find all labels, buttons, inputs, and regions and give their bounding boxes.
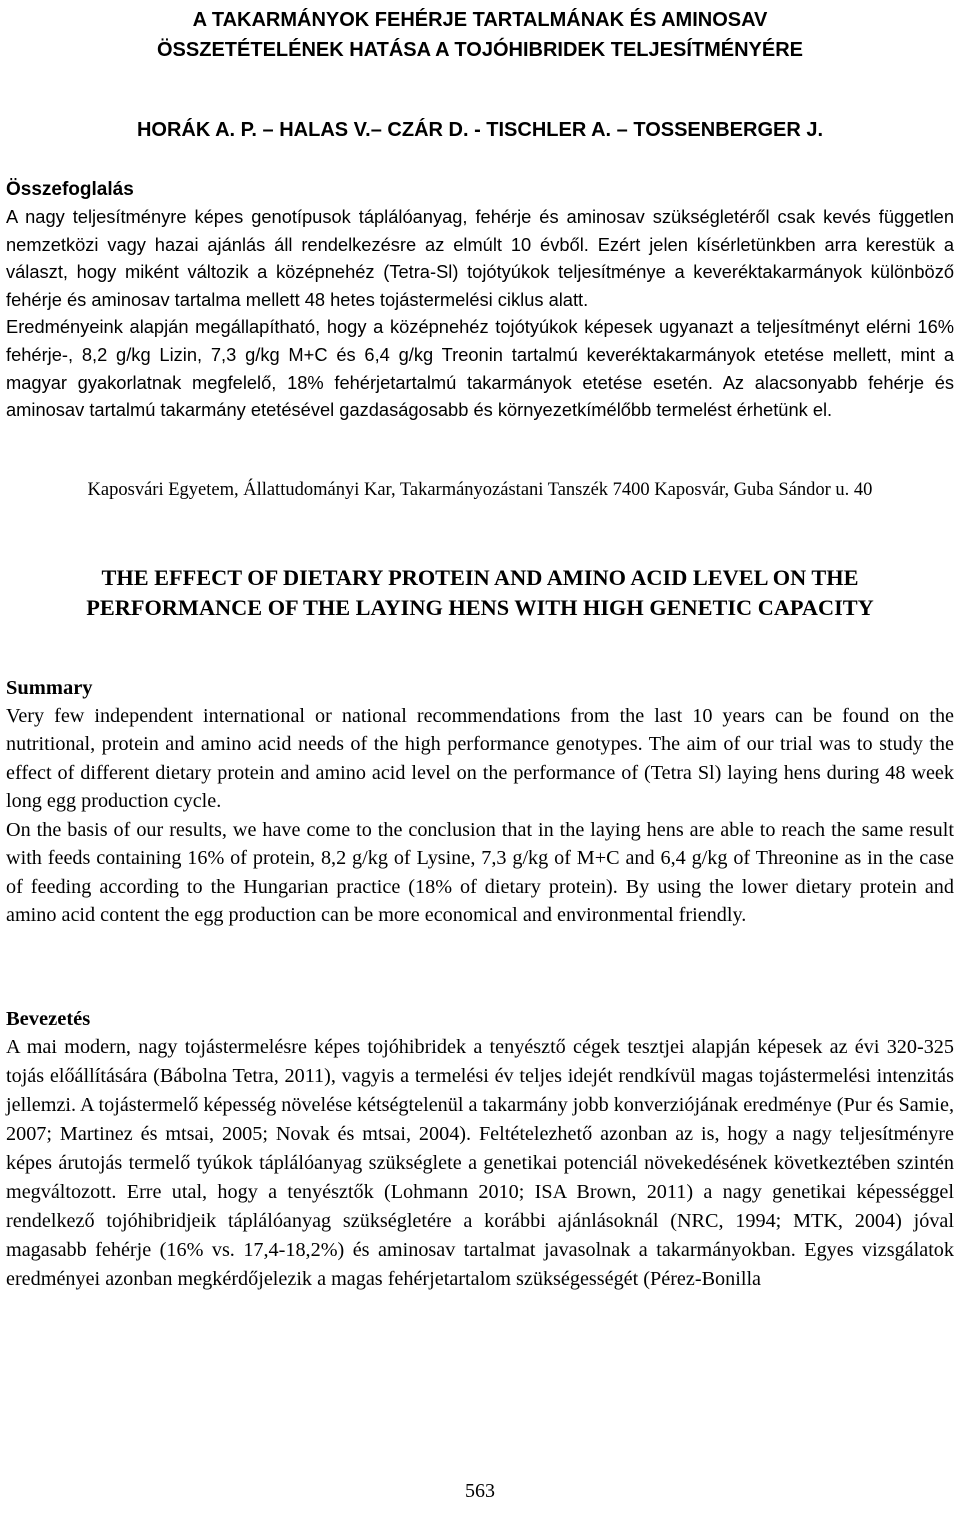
- english-title-line-1: THE EFFECT OF DIETARY PROTEIN AND AMINO ACID LEVEL ON THE: [101, 564, 859, 590]
- hungarian-title-line-1: A TAKARMÁNYOK FEHÉRJE TARTALMÁNAK ÉS AMINOSAV: [192, 9, 768, 31]
- hungarian-title-line-2: ÖSSZETÉTELÉNEK HATÁSA A TOJÓHIBRIDEK TELJESÍTMÉNYÉRE: [157, 39, 803, 61]
- hungarian-title: [6, 0, 954, 65]
- summary-heading: Summary: [6, 676, 93, 699]
- introduction-heading: Bevezetés: [6, 1007, 91, 1030]
- english-title-line-2: PERFORMANCE OF THE LAYING HENS WITH HIGH GENETIC CAPACITY: [86, 594, 874, 620]
- hungarian-abstract-paragraph: A nagy teljesítményre képes genotípusok táplálóanyag, fehérje és aminosav szükségletéről csak kevés független nemzetközi vagy hazai ajánlás áll rendelkezésre az elmúlt 10 évből. Ezért jelen kísérletünkben arra kerestük a választ, hogy miként változik a középnehéz (Tetra-Sl) tojótyúkok teljesítménye a keveréktakarmányok különböző fehérje és aminosav tartalma mellett 48 hetes tojástermelési ciklus alatt.: [6, 206, 954, 310]
- introduction-paragraph: A mai modern, nagy tojástermelésre képes tojóhibridek a tenyésztő cégek tesztjei alapján képesek az évi 320-325 tojás előállítására (Bábolna Tetra, 2011), vagyis a termelési év teljes idejét rendkívül magas tojástermelési intenzitás jellemzi. A tojástermelő képesség növelése kétségtelenül a takarmány jobb konverziójának eredménye (Pur és Samie, 2007; Martinez és mtsai, 2005; Novak és mtsai, 2004). Feltételezhető azonban az is, hogy a nagy teljesítményre képes árutojás termelő tyúkok táplálóanyag szükséglete a genetikai potenciál növekedésének következtében szintén megváltozott. Erre utal, hogy a tenyésztők (Lohmann 2010; ISA Brown, 2011) a nagy genetikai képességgel rendelkező tojóhibridjeik táplálóanyag szükségletére a korábbi ajánlásoknál (NRC, 1994; MTK, 2004) jóval magasabb fehérje (16% vs. 17,4-18,2%) és aminosav tartalmat javasolnak a takarmányokban. Egyes vizsgálatok eredményei azonban megkérdőjelezik a magas fehérjetartalom szükségességét (Pérez-Bonilla: [6, 1035, 954, 1290]
- summary-paragraph: Very few independent international or national recommendations from the last 10 years can be found on the nutritional, protein and amino acid needs of the high performance genotypes. The aim of our trial was to study the effect of different dietary protein and amino acid level on the performance of (Tetra Sl) laying hens during 48 week long egg production cycle.: [6, 704, 954, 813]
- english-title: [6, 563, 954, 623]
- hungarian-abstract-paragraph: Eredményeink alapján megállapítható, hogy a középnehéz tojótyúkok képesek ugyanazt a teljesítményt elérni 16% fehérje-, 8,2 g/kg Lizin, 7,3 g/kg M+C és 6,4 g/kg Treonin tartalmú keveréktakarmányok etetése mellett, mint a magyar gyakorlatnak megfelelő, 18% fehérjetartalmú takarmányok etetése esetén. Az alacsonyabb fehérje és aminosav tartalmú takarmány etetésével gazdaságosabb és környezetkímélőbb termelést érhetünk el.: [6, 316, 954, 421]
- hungarian-abstract: [6, 176, 954, 424]
- author-list: HORÁK A. P. – HALAS V.– CZÁR D. - TISCHLER A. – TOSSENBERGER J.: [136, 119, 824, 141]
- introduction-section: [6, 1005, 954, 1294]
- document-page: [6, 0, 954, 1294]
- summary-paragraph: On the basis of our results, we have come to the conclusion that in the laying hens are able to reach the same result with feeds containing 16% of protein, 8,2 g/kg of Lysine, 7,3 g/kg of M+C and 6,4 g/kg of Threonine as in the case of feeding according to the Hungarian practice (18% of dietary protein). By using the lower dietary protein and amino acid content the egg production can be more economical and environmental friendly.: [6, 818, 954, 927]
- page-number: 563: [465, 1480, 495, 1502]
- author-affiliation: Kaposvári Egyetem, Állattudományi Kar, Takarmányozástani Tanszék 7400 Kaposvár, Guba Sándor u. 40: [87, 479, 873, 500]
- hungarian-abstract-heading: Összefoglalás: [6, 179, 134, 200]
- english-summary: [6, 674, 954, 930]
